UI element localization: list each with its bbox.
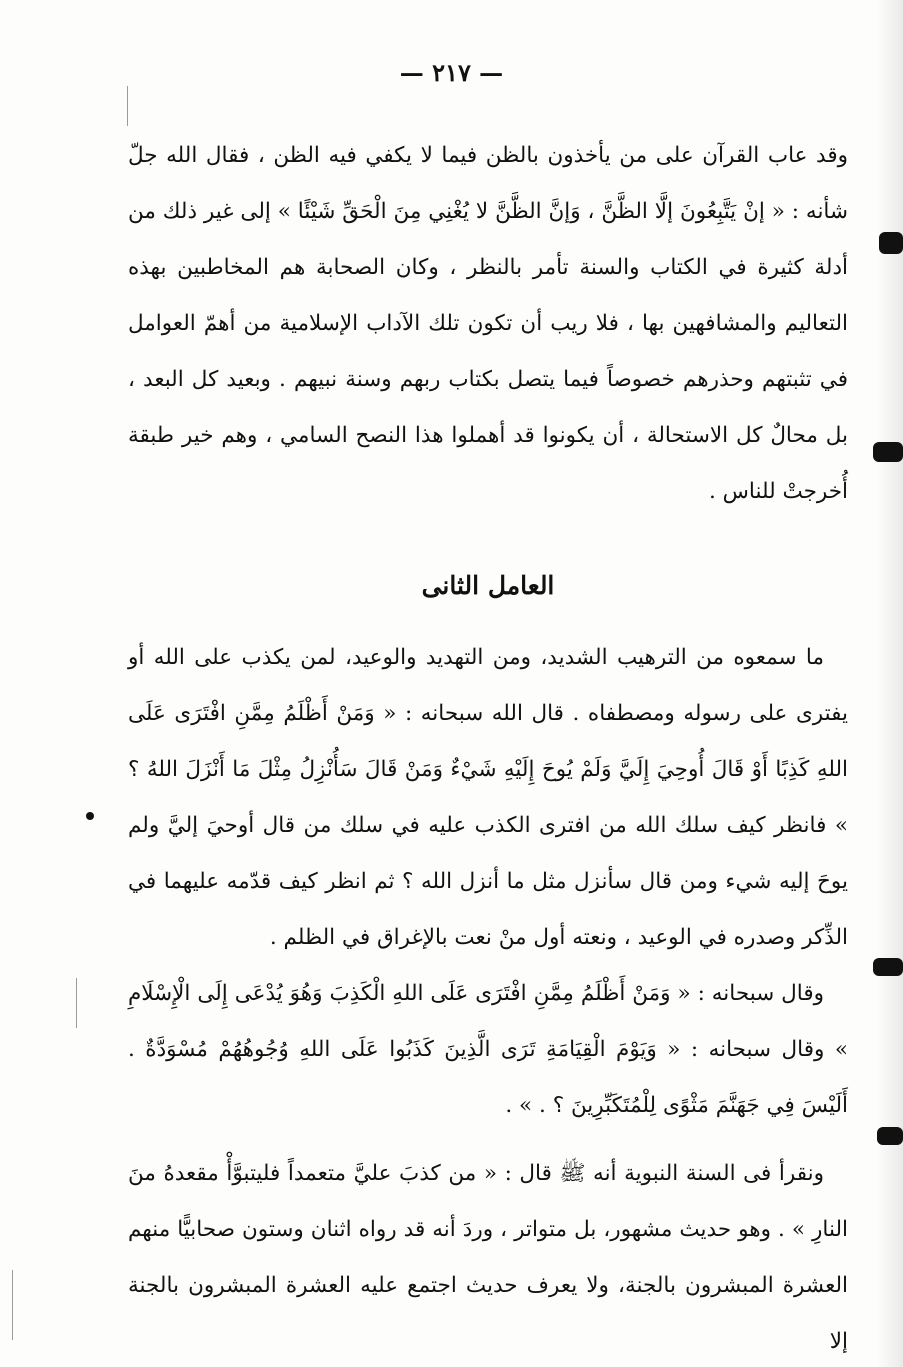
scan-dot bbox=[86, 812, 94, 820]
scan-mark-4 bbox=[877, 1127, 903, 1145]
paragraph: وقد عاب القرآن على من يأخذون بالظن فيما لا يكفي فيه الظن ، فقال الله جلّ شأنه : « إنْ يَتَّبِعُونَ إلَّا الظَّنَّ ، وَإنَّ الظَّنَّ لا يُغْنِي مِنَ الْحَقِّ شَيْئًا » إلى غير ذلك من أدلة كثيرة في الكتاب والسنة تأمر بالنظر ، وكان الصحابة هم المخاطبين بهذه التعاليم والمشافهين بها ، فلا ريب أن تكون تلك الآداب الإسلامية من أهمّ العوامل في تثبتهم وحذرهم خصوصاً فيما يتصل بكتاب ربهم وسنة نبيهم . وبعيد كل البعد ، بل محالٌ كل الاستحالة ، أن يكونوا قد أهملوا هذا النصح السامي ، وهم خير طبقة أُخرجتْ للناس . bbox=[128, 143, 848, 504]
scan-line-3 bbox=[12, 1270, 13, 1340]
scan-mark-3 bbox=[873, 958, 903, 976]
scan-line-1 bbox=[127, 86, 128, 126]
section-heading: العامل الثانى bbox=[421, 571, 555, 600]
scan-mark-2 bbox=[873, 442, 903, 462]
scan-line-2 bbox=[76, 978, 77, 1028]
scan-mark-1 bbox=[879, 232, 903, 254]
paragraph: ونقرأ فى السنة النبوية أنه ﷺ قال : « من كذبَ عليَّ متعمداً فليتبوَّأْ مقعدهُ منَ النارِ » . وهو حديث مشهور، بل متواتر ، وردَ أنه قد رواه اثنان وستون صحابيًّا منهم العشرة المبشرون بالجنة، ولا يعرف حديث اجتمع عليه العشرة المبشرون بالجنة إلا bbox=[128, 1161, 848, 1354]
paragraph: وقال سبحانه : « وَمَنْ أَظْلَمُ مِمَّنِ افْتَرَى عَلَى اللهِ الْكَذِبَ وَهُوَ يُدْعَى إِلَى الْإِسْلَامِ » وقال سبحانه : « وَيَوْمَ الْقِيَامَةِ تَرَى الَّذِينَ كَذَبُوا عَلَى اللهِ وُجُوهُهُمْ مُسْوَدَّةٌ . أَلَيْسَ فِي جَهَنَّمَ مَثْوًى لِلْمُتَكَبِّرِينَ ؟ . » . bbox=[128, 981, 848, 1118]
page-body bbox=[128, 128, 848, 1367]
paragraph-gap bbox=[128, 1134, 848, 1146]
paragraph: ما سمعوه من الترهيب الشديد، ومن التهديد والوعيد، لمن يكذب على الله أو يفترى على رسوله ومصطفاه . قال الله سبحانه : « وَمَنْ أَظْلَمُ مِمَّنِ افْتَرَى عَلَى اللهِ كَذِبًا أَوْ قَالَ أُوحِيَ إِلَيَّ وَلَمْ يُوحَ إِلَيْهِ شَيْءٌ وَمَنْ قَالَ سَأُنْزِلُ مِثْلَ مَا أَنْزَلَ اللهُ ؟ » فانظر كيف سلك الله من افترى الكذب عليه في سلك من قال أوحيَ إليَّ ولم يوحَ إليه شيء ومن قال سأنزل مثل ما أنزل الله ؟ ثم انظر كيف قدّمه عليهما في الذِّكر وصدره في الوعيد ، ونعته أول منْ نعت بالإغراق في الظلم . bbox=[128, 645, 848, 950]
page-edge-shadow bbox=[877, 0, 903, 1367]
page-number: — ٢١٧ — bbox=[399, 58, 504, 87]
